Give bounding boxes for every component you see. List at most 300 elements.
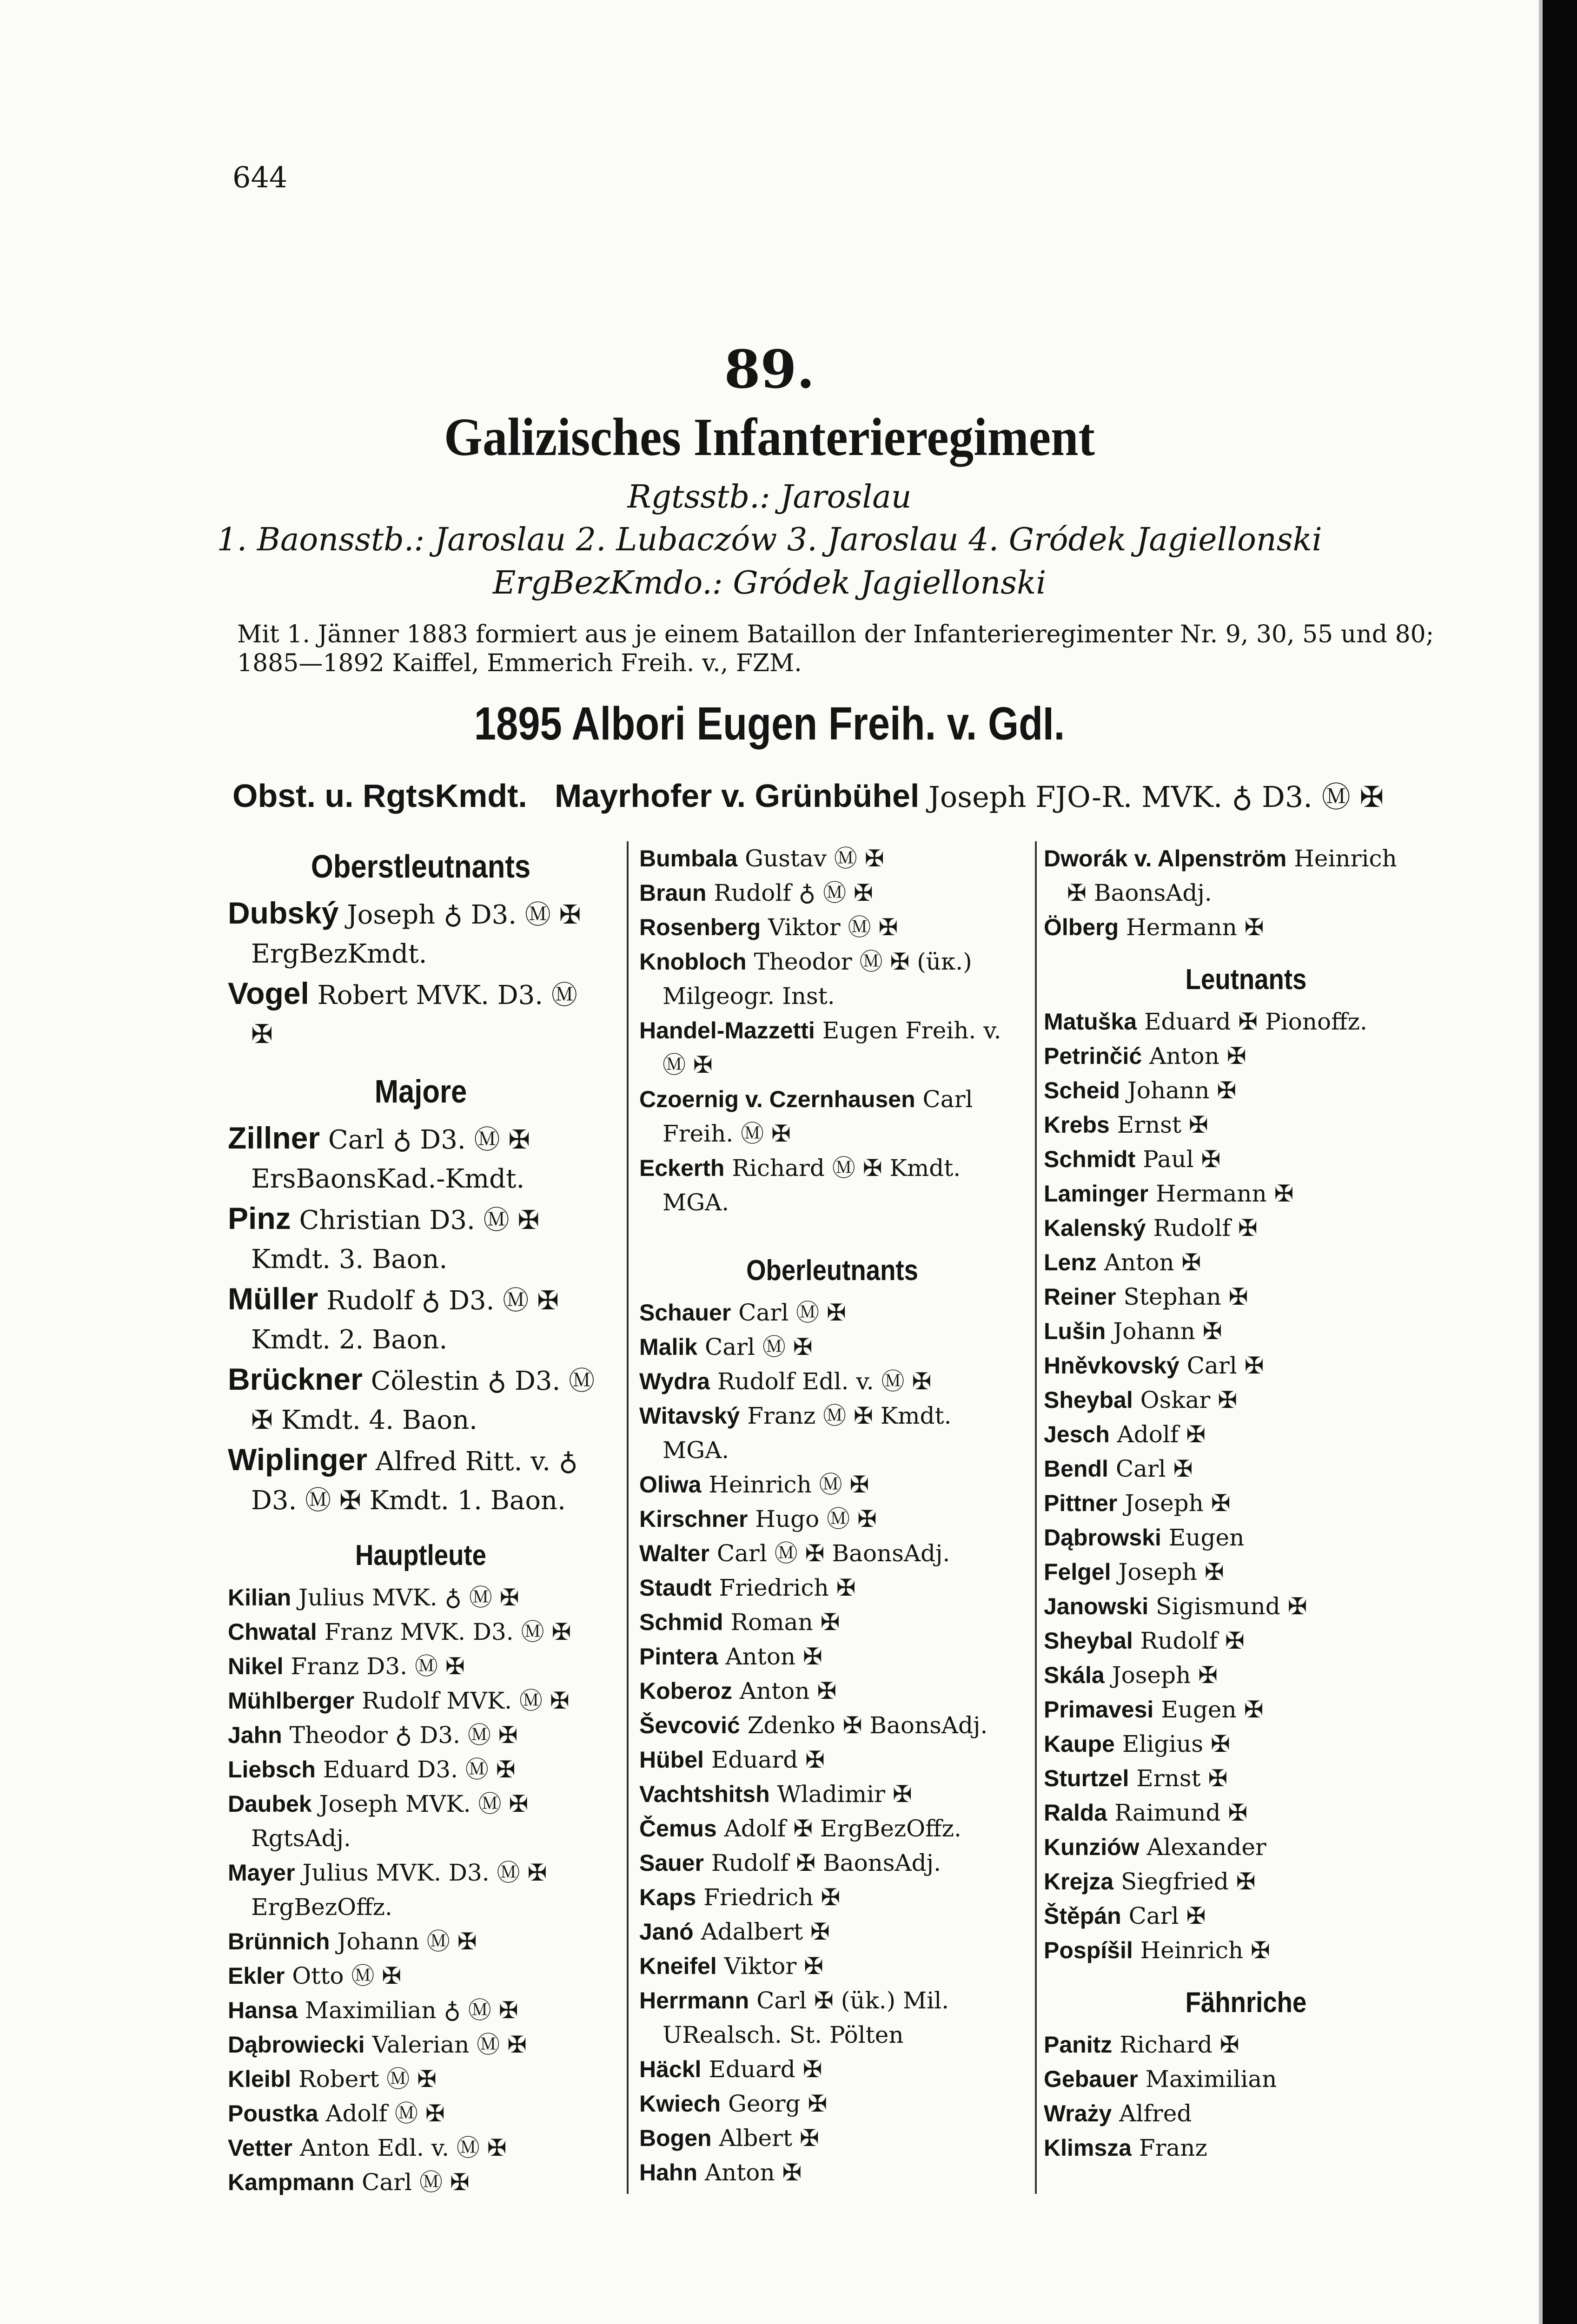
officer-name: Wraży [1044, 2100, 1112, 2126]
officer-details: Otto Ⓜ ✠ [292, 1962, 402, 1989]
officer-entry [1044, 2027, 1448, 2062]
officer-entry [639, 1605, 1025, 1639]
officer-entry [639, 1571, 1025, 1605]
officer-name: Vogel [228, 976, 309, 1010]
officer-details: Rudolf MVK. Ⓜ ✠ [362, 1687, 570, 1714]
officer-details-cont: ErgBezOffz. [251, 1894, 392, 1921]
officer-name: Herrmann [639, 1987, 749, 2014]
column-1 [228, 841, 614, 2199]
officer-details: Gustav Ⓜ ✠ [745, 845, 884, 872]
officer-details-cont: MGA. [663, 1189, 729, 1216]
officer-name: Kampmann [228, 2169, 355, 2195]
officer-name: Kunziów [1044, 1834, 1140, 1860]
regiment-owner: 1895 Albori Eugen Freih. v. GdI. [474, 698, 1065, 750]
officer-name: Kneifel [639, 1953, 717, 1979]
regiment-commander [232, 774, 1384, 815]
officer-name: Klimsza [1044, 2135, 1132, 2161]
officer-entry [228, 1959, 614, 1993]
officer-details: Ernst ✠ [1136, 1765, 1228, 1792]
officer-entry [228, 2165, 614, 2199]
scan-border [1539, 0, 1577, 2324]
officer-name: Kwiech [639, 2091, 721, 2117]
oberleutnants-list [639, 1295, 1025, 2190]
officer-details-cont: ✠ [251, 1019, 273, 1050]
officer-entry [1044, 1452, 1448, 1486]
officer-details: Raimund ✠ [1114, 1799, 1248, 1826]
officer-details: Eduard D3. Ⓜ ✠ [323, 1756, 516, 1783]
officer-name: Skála [1044, 1662, 1105, 1688]
officer-details: Carl Ⓜ ✠ [362, 2169, 470, 2196]
officer-details: Theodor Ⓜ ✠ (üк.) [754, 948, 972, 975]
officer-name: Ševcović [639, 1712, 740, 1738]
officer-details-cont: ErsBaonsKad.-Kmdt. [251, 1164, 525, 1194]
officer-details-cont: ✠ BaonsAdj. [1067, 879, 1212, 906]
officer-details: Carl ♁ D3. Ⓜ ✠ [328, 1125, 530, 1155]
officer-details: Julius MVK. ♁ Ⓜ ✠ [298, 1584, 519, 1611]
officer-entry [639, 1295, 1025, 1330]
officer-details: Rudolf ✠ BaonsAdj. [711, 1849, 941, 1876]
officer-entry [228, 1924, 614, 1959]
officer-entry [228, 1199, 614, 1279]
officer-entry [639, 1983, 1025, 2052]
officer-name: Nikel [228, 1653, 284, 1679]
officer-details: Anton ✠ [704, 2159, 802, 2186]
recruiting-district: ErgBezKmdo.: Gródek Jagiellonski [492, 565, 1047, 601]
officer-name: Chwatal [228, 1619, 317, 1645]
officer-details: Carl ✠ [1128, 1902, 1206, 1929]
officer-entry [639, 1811, 1025, 1846]
officer-details: Eduard ✠ [711, 1746, 825, 1773]
officer-entry [1044, 1933, 1448, 1967]
officer-details: Anton Edl. v. Ⓜ ✠ [299, 2134, 507, 2161]
officer-details: Siegfried ✠ [1120, 1868, 1256, 1895]
officer-entry [1044, 1176, 1448, 1211]
officer-name: Vetter [228, 2135, 292, 2161]
officer-details: Roman ✠ [730, 1609, 840, 1636]
officer-entry [639, 1151, 1025, 1220]
officer-name: Pinz [228, 1201, 291, 1235]
officer-name: Koberoz [639, 1678, 732, 1704]
officer-entry [639, 1399, 1025, 1467]
officer-entry [1044, 1073, 1448, 1108]
officer-entry [228, 1118, 614, 1199]
officer-details: Joseph ♁ D3. Ⓜ ✠ [347, 900, 581, 930]
officer-details: Carl ✠ [1186, 1352, 1264, 1379]
officer-details: Cölestin ♁ D3. Ⓜ [371, 1366, 595, 1396]
officer-name: Dworák v. Alpenström [1044, 845, 1287, 872]
officer-name: Handel-Mazzetti [639, 1017, 815, 1043]
officer-name: Liebsch [228, 1756, 316, 1783]
officer-details: Richard Ⓜ ✠ Kmdt. [732, 1155, 961, 1182]
officer-entry [228, 1279, 614, 1360]
officer-name: Walter [639, 1540, 709, 1566]
officer-details: Robert MVK. D3. Ⓜ [317, 980, 577, 1010]
officer-entry [228, 1752, 614, 1787]
leutnants-list [1044, 1004, 1448, 1967]
officer-details: Valerian Ⓜ ✠ [372, 2031, 527, 2058]
column-divider [1035, 841, 1037, 2194]
officer-entry [228, 893, 614, 974]
officer-details: Hermann ✠ [1155, 1180, 1294, 1207]
officer-entry [639, 1639, 1025, 1674]
hauptleute-cont-list [639, 841, 1025, 1220]
officer-details: Joseph MVK. Ⓜ ✠ [319, 1790, 529, 1817]
officer-entry [1044, 1108, 1448, 1142]
column-3 [1044, 841, 1448, 2165]
officer-details: Eugen ✠ [1161, 1696, 1264, 1723]
officer-details: Johann ✠ [1113, 1318, 1222, 1345]
officer-entry [639, 841, 1025, 876]
officer-entry [1044, 1314, 1448, 1348]
officer-entry [1044, 1589, 1448, 1624]
officer-details: Georg ✠ [728, 2090, 828, 2117]
officer-name: Knobloch [639, 949, 747, 975]
officer-name: Janowski [1044, 1593, 1149, 1619]
officer-details: Joseph ✠ [1112, 1662, 1218, 1689]
officer-name: Sheybal [1044, 1387, 1133, 1413]
officer-name: Schmid [639, 1609, 723, 1635]
officer-entry [1044, 1555, 1448, 1589]
officer-name: Dubský [228, 896, 339, 930]
officer-entry [1044, 1796, 1448, 1830]
officer-details-cont: Milgeogr. Inst. [663, 983, 835, 1010]
officer-entry [1044, 1520, 1448, 1555]
officer-entry [228, 1580, 614, 1615]
officer-name: Hahn [639, 2159, 697, 2185]
officer-entry [639, 876, 1025, 910]
officer-entry [639, 1082, 1025, 1151]
officer-details: Oskar ✠ [1140, 1386, 1238, 1413]
officer-entry [1044, 1348, 1448, 1383]
officer-name: Schmidt [1044, 1146, 1136, 1172]
officer-entry [1044, 1727, 1448, 1761]
section-heading: Majore [374, 1073, 467, 1109]
officer-entry [1044, 1658, 1448, 1692]
officer-name: Bogen [639, 2125, 712, 2151]
officer-details: Maximilian ♁ Ⓜ ✠ [305, 1997, 518, 2024]
officer-details: Viktor ✠ [724, 1953, 824, 1980]
officer-details: Maximilian [1145, 2066, 1277, 2093]
officer-entry [228, 1718, 614, 1752]
officer-details: Franz Ⓜ ✠ Kmdt. [747, 1402, 952, 1429]
officer-name: Häckl [639, 2056, 702, 2082]
officer-entry [228, 1360, 614, 1440]
officer-name: Rosenberg [639, 914, 761, 940]
officer-details-cont: Freih. Ⓜ ✠ [663, 1120, 791, 1147]
officer-details: Carl [922, 1086, 973, 1113]
officer-name: Felgel [1044, 1559, 1111, 1585]
officer-name: Štěpán [1044, 1903, 1121, 1929]
officer-details: Hermann ✠ [1126, 914, 1264, 941]
officer-entry [639, 2155, 1025, 2190]
officer-name: Zillner [228, 1121, 320, 1155]
officer-name: Pospíšil [1044, 1937, 1133, 1963]
officer-details: Richard ✠ [1120, 2031, 1239, 2058]
officer-entry [228, 1684, 614, 1718]
officer-entry [228, 1615, 614, 1649]
officer-name: Malik [639, 1334, 698, 1360]
officer-entry [639, 1949, 1025, 1983]
section-heading: Leutnants [1185, 964, 1307, 996]
officer-details: Eduard ✠ Pionoffz. [1144, 1008, 1367, 1035]
officer-details: Adolf ✠ [1117, 1421, 1206, 1448]
officer-entry [1044, 1004, 1448, 1039]
officer-entry [228, 2062, 614, 2096]
officer-name: Bumbala [639, 845, 738, 872]
officer-details: Joseph ✠ [1118, 1558, 1224, 1585]
officer-entry [228, 2096, 614, 2131]
officer-details: Rudolf ✠ [1140, 1627, 1245, 1654]
officer-name: Matuška [1044, 1009, 1137, 1035]
officer-entry [1044, 841, 1448, 910]
officer-details: Friedrich ✠ [703, 1884, 841, 1911]
officer-name: Wiplinger [228, 1442, 368, 1477]
regiment-staff: Rgtsstb.: Jaroslau [627, 479, 912, 515]
officer-name: Scheid [1044, 1077, 1120, 1103]
officer-name: Kirschner [639, 1506, 748, 1532]
officer-entry [1044, 2131, 1448, 2165]
officer-name: Jahn [228, 1722, 282, 1748]
officer-name: Hansa [228, 1997, 298, 2023]
column-2 [639, 841, 1025, 2190]
officer-details: Alfred Ritt. v. ♁ [375, 1446, 578, 1477]
officer-details: Franz [1139, 2134, 1207, 2161]
officer-details-cont: Kmdt. 2. Baon. [251, 1325, 448, 1355]
section-heading: Oberstleutnants [311, 848, 531, 885]
officer-entry [1044, 1039, 1448, 1073]
officer-details: Heinrich ✠ [1140, 1937, 1270, 1964]
officer-details: Anton ✠ [1104, 1249, 1201, 1276]
officer-name: Wydra [639, 1368, 710, 1394]
officer-name: Sturtzel [1044, 1765, 1129, 1791]
majore-list [228, 1118, 614, 1520]
officer-name: Janó [639, 1919, 694, 1945]
officer-details-cont: Kmdt. 3. Baon. [251, 1244, 448, 1274]
page-number: 644 [232, 160, 288, 194]
officer-entry [639, 1013, 1025, 1082]
officer-name: Witavský [639, 1403, 740, 1429]
officer-entry [639, 1846, 1025, 1880]
officer-entry [639, 1743, 1025, 1777]
officer-details: Anton ✠ [739, 1677, 837, 1704]
officer-details: Heinrich Ⓜ ✠ [709, 1471, 869, 1498]
oberstleutnants-list [228, 893, 614, 1054]
officer-entry [228, 1993, 614, 2027]
officer-name: Sauer [639, 1850, 704, 1876]
officer-name: Mühlberger [228, 1688, 355, 1714]
column-divider [627, 841, 629, 2194]
officer-entry [639, 1330, 1025, 1364]
officer-details: Paul ✠ [1143, 1146, 1221, 1173]
officer-entry [639, 1467, 1025, 1502]
officer-name: Mayer [228, 1860, 295, 1886]
officer-details: Carl ✠ [1115, 1455, 1193, 1482]
officer-name: Oliwa [639, 1472, 702, 1498]
officer-entry [228, 2027, 614, 2062]
officer-name: Pittner [1044, 1490, 1118, 1516]
former-owner-note: 1885—1892 Kaiffel, Emmerich Freih. v., FZM. [237, 649, 802, 677]
formation-note: Mit 1. Jänner 1883 formiert aus je einem Bataillon der Infanterieregimenter Nr. 9, 30, 55 und 80; [237, 621, 1434, 648]
officer-details-cont: RgtsAdj. [251, 1825, 351, 1852]
officer-name: Pintera [639, 1644, 718, 1670]
officer-details: Joseph ✠ [1125, 1490, 1231, 1517]
officer-entry [1044, 1864, 1448, 1899]
officer-details: Christian D3. Ⓜ ✠ [299, 1205, 540, 1235]
officer-details: Eugen Freih. v. [822, 1017, 1001, 1044]
officer-details: Friedrich ✠ [719, 1574, 856, 1601]
officer-entry [639, 1502, 1025, 1536]
officer-name: Laminger [1044, 1181, 1149, 1207]
officer-details: Johann Ⓜ ✠ [337, 1928, 477, 1955]
officer-entry [1044, 1761, 1448, 1796]
officer-name: Gebauer [1044, 2066, 1138, 2092]
officer-entry [639, 1880, 1025, 1915]
officer-details: Anton ✠ [725, 1643, 822, 1670]
officer-name: Kaps [639, 1884, 696, 1910]
officer-name: Brückner [228, 1362, 363, 1396]
officer-name: Kaupe [1044, 1731, 1115, 1757]
officer-name: Dąbrowski [1044, 1525, 1161, 1551]
officer-details: Stephan ✠ [1123, 1283, 1248, 1310]
officer-details-cont: MGA. [663, 1437, 729, 1464]
officer-name: Hněvkovský [1044, 1353, 1179, 1379]
officer-details: Wladimir ✠ [777, 1781, 912, 1808]
officer-details: Albert ✠ [719, 2125, 819, 2152]
officer-entry [1044, 1280, 1448, 1314]
officer-name: Kleibl [228, 2066, 292, 2092]
officer-entry [1044, 1245, 1448, 1280]
officer-entry [1044, 1486, 1448, 1520]
officer-entry [228, 974, 614, 1054]
section-heading: Fähnriche [1185, 1987, 1307, 2019]
officer-details: Hugo Ⓜ ✠ [755, 1505, 877, 1532]
officer-name: Lenz [1044, 1249, 1097, 1275]
officer-details: Franz MVK. D3. Ⓜ ✠ [324, 1618, 571, 1645]
officer-details: Franz D3. Ⓜ ✠ [291, 1653, 465, 1680]
officer-details: Alfred [1119, 2100, 1192, 2127]
officer-details: Johann ✠ [1127, 1077, 1237, 1104]
officer-name: Schauer [639, 1300, 731, 1326]
officer-entry [1044, 2096, 1448, 2131]
commander-label: Obst. u. RgtsKmdt. [232, 778, 527, 814]
officer-details: Eligius ✠ [1122, 1730, 1230, 1757]
officer-details: Carl ✠ (ük.) Mil. [756, 1987, 949, 2014]
officer-entry [1044, 1692, 1448, 1727]
officer-details: Rudolf ♁ D3. Ⓜ ✠ [326, 1286, 559, 1316]
officer-entry [228, 1855, 614, 1924]
officer-name: Müller [228, 1281, 318, 1316]
officer-name: Petrinčić [1044, 1043, 1142, 1069]
section-heading: Oberleutnants [746, 1254, 918, 1287]
officer-entry [1044, 2062, 1448, 2096]
officer-entry [1044, 1624, 1448, 1658]
officer-name: Daubek [228, 1791, 312, 1817]
officer-name: Czoernig v. Czernhausen [639, 1086, 915, 1112]
officer-name: Ralda [1044, 1800, 1107, 1826]
battalion-staffs: 1. Baonsstb.: Jaroslau 2. Lubaczów 3. Jaroslau 4. Gródek Jagiellonski [217, 522, 1322, 558]
officer-entry [1044, 1383, 1448, 1417]
officer-entry [1044, 1417, 1448, 1452]
officer-details: Zdenko ✠ BaonsAdj. [747, 1712, 988, 1739]
officer-details: Anton ✠ [1149, 1043, 1246, 1070]
officer-details: Alexander [1146, 1834, 1266, 1861]
officer-details-cont: D3. Ⓜ ✠ Kmdt. 1. Baon. [251, 1486, 566, 1516]
officer-name: Kalenský [1044, 1215, 1146, 1241]
officer-details: Adalbert ✠ [701, 1918, 830, 1945]
officer-entry [639, 2121, 1025, 2155]
officer-details: Eugen [1168, 1524, 1245, 1551]
officer-name: Poustka [228, 2100, 318, 2126]
officer-name: Vachtshitsh [639, 1781, 770, 1807]
officer-entry [228, 1787, 614, 1855]
officer-entry [1044, 1142, 1448, 1176]
officer-name: Ölberg [1044, 914, 1119, 940]
officer-details: Carl Ⓜ ✠ [704, 1334, 813, 1360]
officer-details: Sigismund ✠ [1156, 1593, 1307, 1620]
officer-details: Carl Ⓜ ✠ BaonsAdj. [716, 1540, 950, 1567]
officer-name: Hübel [639, 1747, 704, 1773]
officer-name: Eckerth [639, 1155, 725, 1181]
officer-entry [228, 1649, 614, 1684]
officer-name: Ekler [228, 1963, 285, 1989]
officer-details: Rudolf ✠ [1153, 1215, 1258, 1241]
officer-entry [228, 1440, 614, 1520]
officer-entry [639, 910, 1025, 944]
officer-entry [1044, 1211, 1448, 1245]
officer-entry [639, 1536, 1025, 1571]
officer-name: Krebs [1044, 1112, 1110, 1138]
officer-entry [639, 1708, 1025, 1743]
officer-name: Čemus [639, 1816, 717, 1842]
officer-name: Brünnich [228, 1928, 330, 1954]
officer-details: Adolf Ⓜ ✠ [325, 2100, 445, 2127]
commander-name: Mayrhofer v. Grünbühel [555, 778, 920, 814]
officer-details: Robert Ⓜ ✠ [298, 2066, 437, 2093]
officer-entry [639, 2052, 1025, 2086]
officer-details-cont: URealsch. St. Pölten [663, 2021, 904, 2048]
officer-entry [1044, 1899, 1448, 1933]
officer-details: Adolf ✠ ErgBezOffz. [724, 1815, 961, 1842]
officer-entry [639, 2086, 1025, 2121]
officer-name: Sheybal [1044, 1628, 1133, 1654]
officer-entry [1044, 1830, 1448, 1864]
officer-details-cont: Ⓜ ✠ [663, 1051, 713, 1078]
officer-entry [228, 2131, 614, 2165]
officer-details: Rudolf ♁ Ⓜ ✠ [714, 879, 873, 906]
officer-entry [639, 944, 1025, 1013]
officer-name: Bendl [1044, 1456, 1108, 1482]
oberleutnants-cont-list [1044, 841, 1448, 944]
section-heading: Hauptleute [355, 1539, 486, 1571]
officer-entry [1044, 910, 1448, 944]
officer-name: Braun [639, 880, 707, 906]
officer-details: Rudolf Edl. v. Ⓜ ✠ [717, 1368, 932, 1395]
officer-name: Kilian [228, 1585, 292, 1611]
officer-details: Theodor ♁ D3. Ⓜ ✠ [289, 1722, 518, 1749]
officer-entry [639, 1915, 1025, 1949]
officer-entry [639, 1364, 1025, 1399]
officer-details: Viktor Ⓜ ✠ [768, 914, 898, 941]
officer-details-cont: ErgBezKmdt. [251, 939, 427, 969]
officer-name: Staudt [639, 1575, 712, 1601]
hauptleute-list [228, 1580, 614, 2199]
officer-entry [639, 1674, 1025, 1708]
officer-details: Eduard ✠ [709, 2056, 822, 2083]
officer-name: Primavesi [1044, 1697, 1154, 1723]
officer-name: Dąbrowiecki [228, 2032, 365, 2058]
officer-name: Jesch [1044, 1421, 1110, 1447]
officer-name: Panitz [1044, 2032, 1113, 2058]
